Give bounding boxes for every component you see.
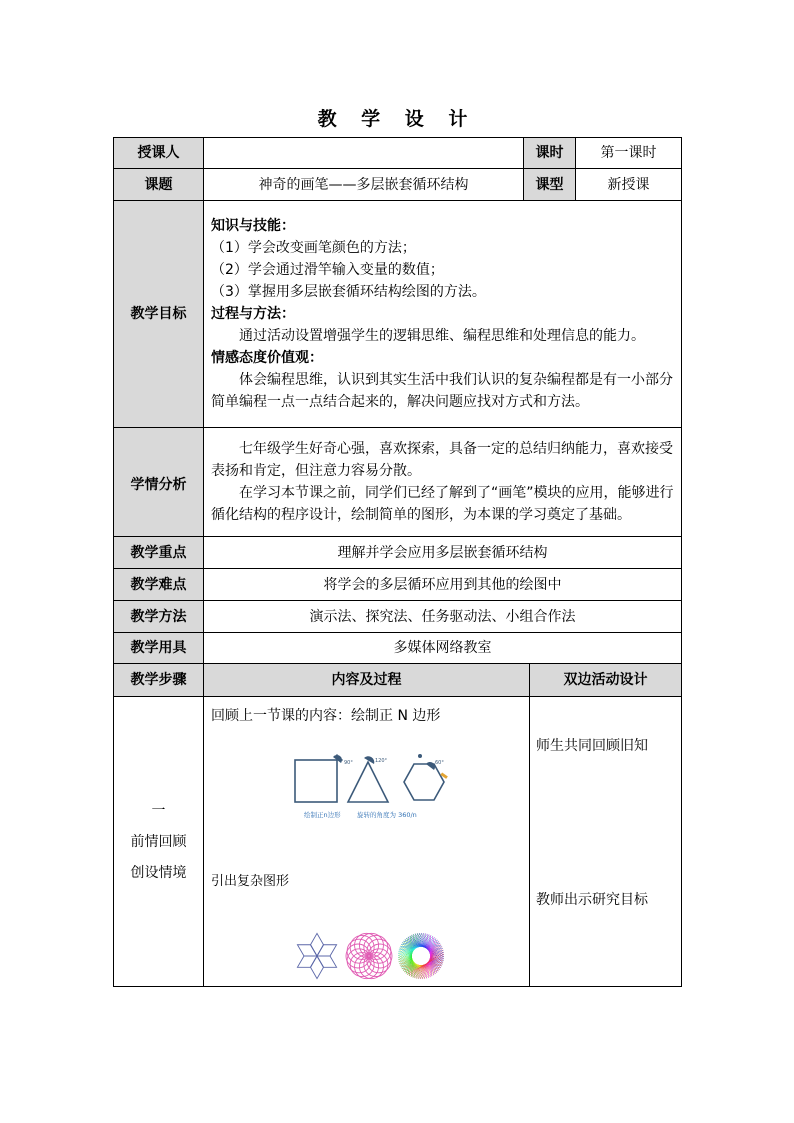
step-1-name: [114, 697, 204, 987]
row-steps-header: [114, 664, 682, 697]
label-steps: 教学步骤: [114, 664, 204, 697]
triangle-angle-label: 120°: [375, 758, 388, 764]
hexagon-shape: [404, 764, 444, 800]
row-tools: [114, 633, 682, 664]
triangle-shape: [348, 762, 388, 802]
row-analysis: [114, 428, 682, 537]
row-teacher: [114, 138, 682, 169]
row-difficulty: [114, 569, 682, 601]
row-objectives: [114, 201, 682, 428]
objective-heading-knowledge: 知识与技能：: [211, 217, 295, 234]
label-period: 课时: [524, 138, 576, 169]
analysis-content: [204, 428, 682, 537]
label-content: 内容及过程: [204, 664, 530, 697]
label-key: 教学重点: [114, 537, 204, 569]
row-method: [114, 601, 682, 633]
lesson-plan-table: [113, 137, 682, 987]
value-difficulty: 将学会的多层循环应用到其他的绘图中: [204, 569, 682, 601]
value-key: 理解并学会应用多层嵌套循环结构: [204, 537, 682, 569]
cube-edge: [317, 956, 324, 967]
complex-figures-image: [289, 922, 449, 984]
step-1-activity-1: 师生共同回顾旧知: [536, 738, 648, 754]
value-teacher: [204, 138, 524, 169]
cube-edge: [311, 956, 318, 967]
row-key: [114, 537, 682, 569]
hexagon-angle-label: 60°: [435, 760, 444, 766]
cube-rhombus: [311, 956, 324, 979]
step-1-activity: [530, 697, 682, 987]
cube-star-shape: [297, 933, 336, 978]
step-1-content-complex: 引出复杂图形: [211, 874, 290, 889]
value-topic: 神奇的画笔——多层嵌套循环结构: [204, 169, 524, 201]
label-activity: 双边活动设计: [530, 664, 682, 697]
objective-heading-attitude: 情感态度价值观：: [211, 349, 323, 366]
row-topic: [114, 169, 682, 201]
label-topic: 课题: [114, 169, 204, 201]
cube-edge: [317, 945, 324, 956]
figure-caption-a: 绘制正n边形: [304, 811, 341, 819]
figure-caption-b: 旋转的角度为 360/n: [357, 811, 417, 819]
step-1-number: 一: [151, 803, 166, 819]
polygon-figures-image: [292, 750, 452, 826]
value-lesson-type: 新授课: [576, 169, 682, 201]
rose-circles-shape: [346, 933, 392, 978]
objective-process-text: 通过活动设置增强学生的逻辑思维、编程思维和处理信息的能力。: [239, 327, 645, 344]
label-difficulty: 教学难点: [114, 569, 204, 601]
rainbow-spiral-shape: [398, 933, 444, 979]
label-teacher: 授课人: [114, 138, 204, 169]
document-title: 教 学 设 计: [317, 108, 477, 130]
label-tools: 教学用具: [114, 633, 204, 664]
step-1-name-line-1: 前情回顾: [130, 834, 187, 850]
step-1-activity-2: 教师出示研究目标: [536, 892, 648, 908]
value-period: 第一课时: [576, 138, 682, 169]
analysis-para-2: 在学习本节课之前，同学们已经了解到了“画笔”模块的应用，能够进行循化结构的程序设计，绘制简单的图形，为本课的学习奠定了基础。: [211, 484, 674, 523]
objectives-content: [204, 201, 682, 428]
objective-item-1: （1）学会改变画笔颜色的方法；: [211, 239, 416, 256]
label-method: 教学方法: [114, 601, 204, 633]
square-angle-label: 90°: [344, 760, 353, 766]
square-shape: [295, 760, 337, 802]
objective-heading-process: 过程与方法：: [211, 305, 295, 322]
value-method: 演示法、探究法、任务驱动法、小组合作法: [204, 601, 682, 633]
objective-item-2: （2）学会通过滑竿输入变量的数值；: [211, 261, 444, 278]
step-1-content: [204, 697, 530, 987]
value-tools: 多媒体网络教室: [204, 633, 682, 664]
step-1-content-review: 回顾上一节课的内容：绘制正 N 边形: [211, 708, 441, 724]
label-lesson-type: 课型: [524, 169, 576, 201]
cube-rhombus: [311, 933, 324, 956]
cube-edge: [311, 945, 318, 956]
step-1-name-line-2: 创设情境: [130, 865, 187, 881]
label-analysis: 学情分析: [114, 428, 204, 537]
objective-attitude-text: 体会编程思维，认识到其实生活中我们认识的复杂编程都是有一小部分简单编程一点一点结合起来的，解决问题应找对方式和方法。: [211, 371, 673, 410]
objective-item-3: （3）掌握用多层嵌套循环结构绘图的方法。: [211, 283, 486, 300]
analysis-para-1: 七年级学生好奇心强，喜欢探索，具备一定的总结归纳能力，喜欢接受表扬和肯定，但注意力容易分散。: [211, 440, 673, 479]
row-step-1: [114, 697, 682, 987]
hexagon-gear-icon: [418, 754, 422, 758]
label-objectives: 教学目标: [114, 201, 204, 428]
